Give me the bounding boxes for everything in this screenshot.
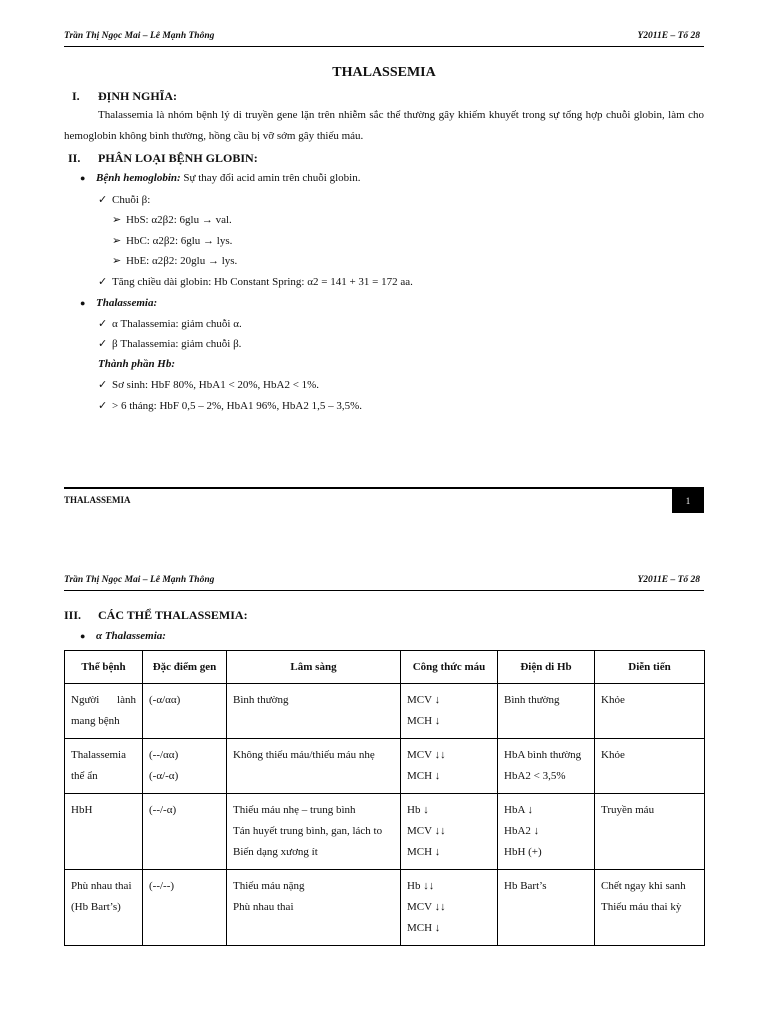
list-item-hbe	[112, 254, 237, 267]
page1-footer-rule	[64, 487, 704, 489]
list-item-alpha-thal	[98, 317, 242, 330]
table-row	[65, 870, 705, 946]
table-cell-blood-count	[401, 870, 498, 946]
hemoglobin-disease-text: Sự thay đổi acid amin trên chuỗi globin.	[180, 172, 361, 184]
table-cell-type	[65, 870, 143, 946]
definition-paragraph: Thalassemia là nhóm bệnh lý di truyền gene lặn trên nhiễm sắc thể thường gây khiếm khuyết trong sự tổng hợp chuỗi globin, làm cho hemoglobin không bình thường, hồng cầu bị vỡ sớm gây thiếu máu.	[64, 109, 704, 142]
list-item-over-6-months	[98, 399, 362, 412]
cell-line: Bình thường	[504, 694, 560, 706]
table-cell-electrophoresis	[498, 870, 595, 946]
hemoglobin-disease-label: Bệnh hemoglobin:	[96, 172, 181, 184]
table-cell-electrophoresis	[498, 739, 595, 794]
cell-line: Bình thường	[233, 694, 289, 706]
cell-line: (Hb Bart’s)	[71, 901, 121, 913]
newborn-text: Sơ sinh: HbF 80%, HbA1 < 20%, HbA2 < 1%.	[112, 379, 320, 391]
cell-line: (--/--)	[149, 880, 175, 892]
cell-line: HbA bình thường	[504, 749, 582, 761]
table-cell-type	[65, 684, 143, 739]
bullet-icon: ●	[80, 631, 86, 641]
cell-line: thể ẩn	[71, 770, 98, 782]
cell-line: Hb Bart’s	[504, 880, 547, 892]
bullet-icon: ●	[80, 173, 86, 183]
cell-line: Không thiếu máu/thiếu máu nhẹ	[233, 749, 375, 761]
cell-line: HbH (+)	[504, 846, 542, 858]
section-1-title: ĐỊNH NGHĨA:	[98, 89, 178, 103]
cell-line: (--/-α)	[149, 804, 177, 816]
composition-label: Thành phần Hb:	[98, 358, 176, 370]
table-cell-clinical	[227, 684, 401, 739]
section-1-heading	[72, 89, 177, 104]
column-header-clinical: Lâm sàng	[227, 651, 401, 684]
cell-line: (--/αα)	[149, 749, 179, 761]
column-header-course: Diễn tiến	[595, 651, 705, 684]
table-cell-course	[595, 684, 705, 739]
page1-header-authors: Trần Thị Ngọc Mai – Lê Mạnh Thông	[64, 31, 215, 41]
list-item-thalassemia	[80, 297, 157, 309]
table-cell-course	[595, 739, 705, 794]
list-item-hbs	[112, 213, 232, 226]
table-cell-gene	[143, 684, 227, 739]
cell-line: Phù nhau thai	[71, 880, 132, 892]
list-item-newborn	[98, 378, 319, 391]
table-cell-course	[595, 870, 705, 946]
column-header-blood-count: Công thức máu	[401, 651, 498, 684]
arrow-bullet-icon: ➢	[112, 255, 122, 267]
cell-line: Thiếu máu nặng	[233, 880, 305, 892]
cell-line: Hb ↓↓	[407, 880, 435, 892]
page-number: 1	[672, 489, 704, 513]
cell-line: MCH ↓	[407, 846, 441, 858]
cell-line: Thiếu máu nhẹ – trung bình	[233, 804, 356, 816]
cell-line: Thalassemia	[71, 749, 126, 761]
checkmark-icon: ✓	[98, 318, 108, 330]
cell-line: Truyền máu	[601, 804, 655, 816]
table-cell-blood-count	[401, 684, 498, 739]
cell-line: MCV ↓↓	[407, 825, 446, 837]
cell-line: (-α/-α)	[149, 770, 179, 782]
hbe-text: HbE: α2β2: 20glu → lys.	[126, 255, 238, 267]
cell-line: MCH ↓	[407, 922, 441, 934]
cell-line: Thiếu máu thai kỳ	[601, 901, 682, 913]
checkmark-icon: ✓	[98, 379, 108, 391]
page2-header-authors: Trần Thị Ngọc Mai – Lê Mạnh Thông	[64, 575, 215, 585]
table-cell-type	[65, 794, 143, 870]
hbc-text: HbC: α2β2: 6glu → lys.	[126, 235, 233, 247]
beta-chain-text: Chuỗi β:	[112, 194, 151, 206]
table-cell-blood-count	[401, 739, 498, 794]
section-2-heading	[68, 151, 258, 166]
column-header-gene: Đặc điểm gen	[143, 651, 227, 684]
table-cell-blood-count	[401, 794, 498, 870]
table-row	[65, 684, 705, 739]
cell-line: MCH ↓	[407, 770, 441, 782]
list-item-hemoglobin-disease	[80, 172, 360, 184]
section-3-title: CÁC THỂ THALASSEMIA:	[98, 608, 248, 622]
cell-line: MCV ↓↓	[407, 901, 446, 913]
alpha-thalassemia-label: α Thalassemia:	[96, 630, 166, 642]
cell-line: Tán huyết trung bình, gan, lách to	[233, 825, 383, 837]
table-cell-clinical	[227, 739, 401, 794]
list-item-beta-thal	[98, 337, 241, 350]
over-6-months-text: > 6 tháng: HbF 0,5 – 2%, HbA1 96%, HbA2 1,5 – 3,5%.	[112, 400, 363, 412]
arrow-bullet-icon: ➢	[112, 214, 122, 226]
cell-line: HbH	[71, 804, 93, 816]
hbs-text: HbS: α2β2: 6glu → val.	[126, 214, 232, 226]
arrow-bullet-icon: ➢	[112, 235, 122, 247]
cell-line: Phù nhau thai	[233, 901, 294, 913]
alpha-thalassemia-table	[64, 650, 705, 946]
cell-line: HbA2 ↓	[504, 825, 540, 837]
table-cell-course	[595, 794, 705, 870]
page2-header-rule	[64, 590, 704, 591]
alpha-thal-text: α Thalassemia: giảm chuỗi α.	[112, 318, 242, 330]
section-1-number: I.	[72, 89, 80, 103]
cell-line: MCH ↓	[407, 715, 441, 727]
table-row	[65, 739, 705, 794]
table-header-row	[65, 651, 705, 684]
table-cell-clinical	[227, 870, 401, 946]
table-body	[65, 684, 705, 946]
column-header-type: Thể bệnh	[65, 651, 143, 684]
cell-line: HbA ↓	[504, 804, 534, 816]
table-cell-electrophoresis	[498, 684, 595, 739]
thalassemia-label: Thalassemia:	[96, 297, 158, 309]
cell-line: Khỏe	[601, 749, 625, 761]
footer-title: THALASSEMIA	[64, 495, 131, 505]
table-cell-type	[65, 739, 143, 794]
section-2-title: PHÂN LOẠI BỆNH GLOBIN:	[98, 151, 258, 165]
section-2-number: II.	[68, 151, 81, 165]
checkmark-icon: ✓	[98, 194, 108, 206]
table-row	[65, 794, 705, 870]
table-cell-gene	[143, 739, 227, 794]
page1-header-group: Y2011E – Tổ 28	[637, 31, 700, 41]
list-item-alpha-thalassemia	[80, 630, 166, 642]
checkmark-icon: ✓	[98, 400, 108, 412]
table-cell-electrophoresis	[498, 794, 595, 870]
list-item-hbc	[112, 234, 232, 247]
section-3-number: III.	[64, 608, 82, 622]
table-cell-gene	[143, 870, 227, 946]
column-header-electrophoresis: Điện di Hb	[498, 651, 595, 684]
table-cell-gene	[143, 794, 227, 870]
section-3-heading	[64, 608, 248, 623]
table-cell-clinical	[227, 794, 401, 870]
cell-line: MCV ↓	[407, 694, 441, 706]
cell-line: Chết ngay khi sanh	[601, 880, 686, 892]
cell-line: HbA2 < 3,5%	[504, 770, 566, 782]
cell-line: Hb ↓	[407, 804, 429, 816]
checkmark-icon: ✓	[98, 338, 108, 350]
bullet-icon: ●	[80, 298, 86, 308]
cell-line: (-α/αα)	[149, 694, 181, 706]
beta-thal-text: β Thalassemia: giảm chuỗi β.	[112, 338, 242, 350]
page2-header-group: Y2011E – Tổ 28	[637, 575, 700, 585]
cell-line: Khỏe	[601, 694, 625, 706]
cell-line: Người lành mang bệnh	[71, 694, 136, 727]
page-title: THALASSEMIA	[332, 65, 436, 80]
constant-spring-text: Tăng chiều dài globin: Hb Constant Spring: α2 = 141 + 31 = 172 aa.	[112, 276, 413, 288]
list-item-constant-spring	[98, 275, 413, 288]
page1-header-rule	[64, 46, 704, 47]
list-item-beta-chain	[98, 193, 150, 206]
checkmark-icon: ✓	[98, 276, 108, 288]
cell-line: MCV ↓↓	[407, 749, 446, 761]
cell-line: Biến dạng xương ít	[233, 846, 318, 858]
